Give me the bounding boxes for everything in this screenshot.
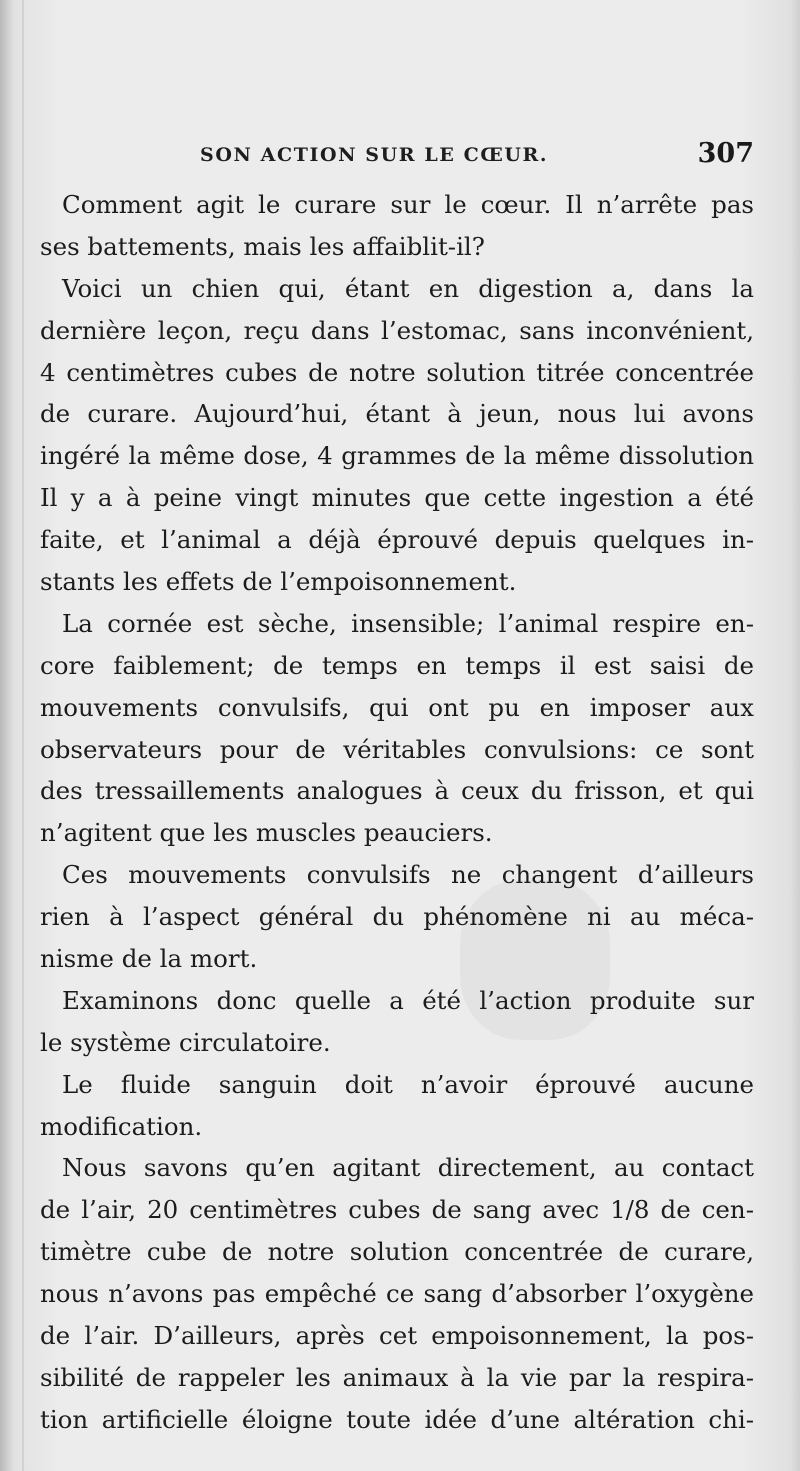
text-line: Comment agit le curare sur le cœur. Il n’arrête pas <box>62 190 754 219</box>
text-line: de curare. Aujourd’hui, étant à jeun, nous lui avons <box>40 399 754 429</box>
body-text <box>40 184 754 1441</box>
text-line: Il y a à peine vingt minutes que cette ingestion a été <box>40 483 754 513</box>
text-line: rien à l’aspect général du phénomène ni au méca- <box>40 902 754 932</box>
text-line: de l’air, 20 centimètres cubes de sang avec 1/8 de cen- <box>40 1195 754 1225</box>
text-line: nisme de la mort. <box>40 944 258 974</box>
text-line: ingéré la même dose, 4 grammes de la même dissolution <box>40 441 754 471</box>
text-line: nous n’avons pas empêché ce sang d’absorber l’oxygène <box>40 1279 754 1309</box>
text-line: mouvements convulsifs, qui ont pu en imposer aux <box>40 692 754 722</box>
text-line: 4 centimètres cubes de notre solution titrée concentrée <box>40 357 754 387</box>
text-line: ses battements, mais les affaiblit-il? <box>40 231 485 261</box>
text-line: Examinons donc quelle a été l’action produite sur <box>62 985 754 1015</box>
text-line: le système circulatoire. <box>40 1027 331 1057</box>
text-line: stants les effets de l’empoisonnement. <box>40 567 517 597</box>
text-line: timètre cube de notre solution concentrée de curare, <box>40 1237 754 1267</box>
page-header <box>0 138 800 170</box>
page-number: 307 <box>697 138 754 169</box>
text-line: core faiblement; de temps en temps il est saisi de <box>40 650 754 680</box>
text-line: faite, et l’animal a déjà éprouvé depuis quelques in- <box>40 525 754 555</box>
text-line: n’agitent que les muscles peauciers. <box>40 818 493 848</box>
text-line: modification. <box>40 1111 203 1141</box>
text-line: dernière leçon, reçu dans l’estomac, sans inconvénient, <box>40 315 754 345</box>
text-line: sibilité de rappeler les animaux à la vie par la respira- <box>40 1362 754 1392</box>
text-line: tion artificielle éloigne toute idée d’une altération chi- <box>40 1404 754 1434</box>
running-head: SON ACTION SUR LE CŒUR. <box>200 144 549 166</box>
text-line: Le fluide sanguin doit n’avoir éprouvé aucune <box>62 1069 754 1099</box>
text-line: Nous savons qu’en agitant directement, au contact <box>62 1153 754 1183</box>
text-line: des tressaillements analogues à ceux du frisson, et qui <box>40 776 754 806</box>
text-line: Voici un chien qui, étant en digestion a, dans la <box>62 273 754 303</box>
text-line: La cornée est sèche, insensible; l’animal respire en- <box>62 608 754 638</box>
text-line: de l’air. D’ailleurs, après cet empoisonnement, la pos- <box>40 1321 754 1351</box>
text-line: Ces mouvements convulsifs ne changent d’ailleurs <box>62 860 754 890</box>
text-line: observateurs pour de véritables convulsions: ce sont <box>40 734 754 764</box>
